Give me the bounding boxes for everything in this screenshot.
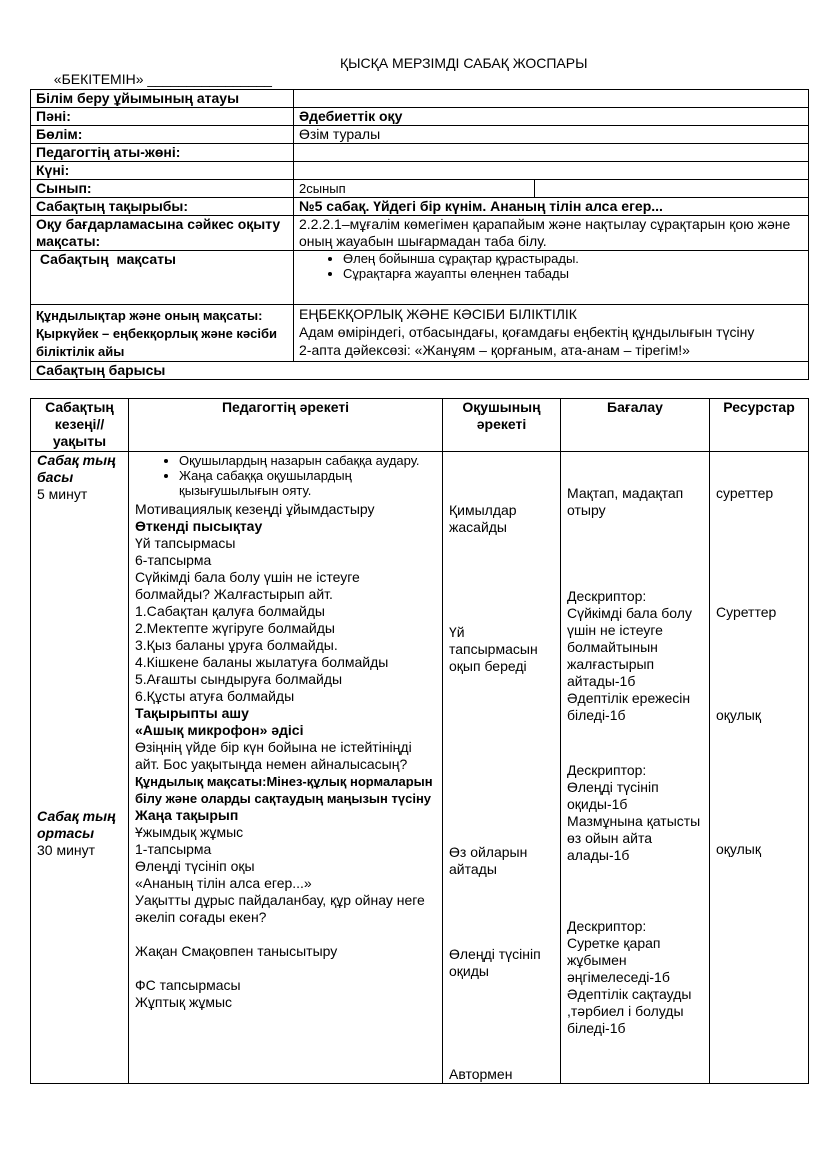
goal-value: 2.2.2.1–мұғалім көмегімен қарапайым және нақтылау сұрақтарын қою және оның жауабын шығармадан таба білу. bbox=[294, 216, 809, 251]
col-header-assessment: Бағалау bbox=[561, 399, 710, 452]
student-item: Қимылдар жасайды bbox=[449, 502, 517, 535]
date-value bbox=[294, 162, 809, 180]
resource-item: Суреттер bbox=[716, 604, 777, 620]
info-row-subject bbox=[31, 108, 809, 126]
values-label: Құндылықтар және оның мақсаты: Қыркүйек – еңбекқорлық және кәсіби біліктілік айы bbox=[31, 305, 294, 362]
lesson-header-row bbox=[31, 399, 809, 452]
stage-start-title: Сабақ тың басы bbox=[37, 452, 116, 485]
info-row-topic bbox=[31, 198, 809, 216]
teacher-line bbox=[135, 926, 436, 943]
class-extra bbox=[535, 180, 809, 198]
stage-start-time: 5 минут bbox=[37, 486, 88, 502]
col-header-student: Оқушының әрекеті bbox=[443, 399, 561, 452]
aim-item: • Өлең бойынша сұрақтар құрастырады. bbox=[343, 251, 803, 266]
info-row-date bbox=[31, 162, 809, 180]
stage-cell bbox=[31, 452, 129, 1084]
info-row-class bbox=[31, 180, 809, 198]
info-row-aim bbox=[31, 251, 809, 305]
info-row-values bbox=[31, 305, 809, 362]
org-label: Білім беру ұйымының атауы bbox=[31, 90, 294, 108]
teacher-line: 5.Ағашты сындыруға болмайды bbox=[135, 671, 343, 687]
assessment-item: Дескриптор: Өлеңді түсініп оқиды-1б Мазмұнына қатысты өз ойын айта алады-1б bbox=[567, 762, 701, 863]
subject-label: Пәні: bbox=[31, 108, 294, 126]
teacher-line: Уақытты дұрыс пайдаланбау, құр ойнау неге әкеліп соғады екен? bbox=[135, 892, 425, 925]
goal-label: Оқу бағдарламасына сәйкес оқыту мақсаты: bbox=[31, 216, 294, 251]
section-label: Бөлім: bbox=[31, 126, 294, 144]
values-line: Адам өміріндегі, отбасындағы, қоғамдағы еңбектің құндылығын түсіну bbox=[299, 324, 755, 340]
teacher-line: «Ананың тілін алса егер...» bbox=[135, 875, 312, 891]
info-row-org bbox=[31, 90, 809, 108]
teacher-line: Өлеңді түсініп оқы bbox=[135, 858, 255, 874]
aim-value bbox=[294, 251, 809, 305]
teacher-line: Жаңа тақырып bbox=[135, 807, 239, 823]
topic-label: Сабақтың тақырыбы: bbox=[31, 198, 294, 216]
teacher-line: 1-тапсырма bbox=[135, 841, 212, 857]
assessment-item: Дескриптор: Суретке қарап жұбымен әңгімелеседі-1б Әдептілік сақтауды ,тәрбиел і болуды біледі-1б bbox=[567, 918, 692, 1036]
teacher-line: 6-тапсырма bbox=[135, 552, 212, 568]
resource-item: оқулық bbox=[716, 707, 761, 723]
teacher-cell bbox=[129, 452, 443, 1084]
teacher-value bbox=[294, 144, 809, 162]
date-label: Күні: bbox=[31, 162, 294, 180]
stage-middle-time: 30 минут bbox=[37, 842, 96, 858]
teacher-line: Құндылық мақсаты:Мінез-құлық нормаларын білу және оларды сақтаудың маңызын түсіну bbox=[135, 774, 433, 806]
teacher-line: 6.Құсты атуға болмайды bbox=[135, 688, 295, 704]
info-row-section bbox=[31, 126, 809, 144]
values-value bbox=[294, 305, 809, 362]
teacher-line bbox=[135, 960, 436, 977]
teacher-line: 3.Қыз баланы ұруға болмайды. bbox=[135, 637, 338, 653]
approval-line: «БЕКІТЕМІН» ________________ bbox=[53, 71, 272, 87]
resource-item: суреттер bbox=[716, 485, 774, 501]
teacher-line: Тақырыпты ашу bbox=[135, 705, 249, 721]
student-cell bbox=[443, 452, 561, 1084]
lesson-table bbox=[30, 398, 809, 1084]
assessment-item: Мақтап, мадақтап отыру bbox=[567, 485, 684, 518]
teacher-line: Жұптық жұмыс bbox=[135, 994, 233, 1010]
resource-item: оқулық bbox=[716, 841, 761, 857]
student-item: Автормен bbox=[449, 1066, 513, 1082]
teacher-line: 4.Кішкене баланы жылатуға болмайды bbox=[135, 654, 389, 670]
info-table bbox=[30, 89, 809, 380]
student-item: Өз ойларын айтады bbox=[449, 844, 528, 877]
org-value bbox=[294, 90, 809, 108]
teacher-line: Жақан Смақовпен танысытыру bbox=[135, 943, 338, 959]
subject-value: Әдебиеттік оқу bbox=[294, 108, 809, 126]
stage-middle-title: Сабақ тың ортасы bbox=[37, 808, 116, 841]
info-row-progress bbox=[31, 362, 809, 380]
col-header-resources: Ресурстар bbox=[710, 399, 809, 452]
teacher-lines bbox=[135, 501, 436, 1011]
document-title: ҚЫСҚА МЕРЗІМДІ САБАҚ ЖОСПАРЫ bbox=[340, 55, 588, 71]
teacher-label: Педагогтің аты-жөні: bbox=[31, 144, 294, 162]
teacher-line: Ұжымдық жұмыс bbox=[135, 824, 244, 840]
topic-value: №5 сабақ. Үйдегі бір күнім. Ананың тілін алса егер... bbox=[294, 198, 809, 216]
class-value: 2сынып bbox=[294, 180, 535, 198]
teacher-line: Өткенді пысықтау bbox=[135, 518, 263, 534]
assessment-item: Дескриптор: Сүйкімді бала болу үшін не істеуге болмайтынын жалғастырып айтады-1б Әдептілік ережесін біледі-1б bbox=[567, 588, 692, 723]
col-header-teacher: Педагогтің әрекеті bbox=[129, 399, 443, 452]
values-line: 2-апта дәйексөзі: «Жанұям – қорғаным, ата-анам – тірегім!» bbox=[299, 342, 690, 358]
teacher-line: ФС тапсырмасы bbox=[135, 977, 241, 993]
info-row-goal bbox=[31, 216, 809, 251]
teacher-line: Өзіңнің үйде бір күн бойына не істейтініңді айт. Бос уақытыңда немен айналысасың? bbox=[135, 739, 412, 772]
resources-cell bbox=[710, 452, 809, 1084]
student-item: Өлеңді түсініп оқиды bbox=[449, 946, 541, 979]
teacher-line: 1.Сабақтан қалуға болмайды bbox=[135, 603, 325, 619]
aim-label: Сабақтың мақсаты bbox=[31, 251, 294, 305]
aim-item: • Сұрақтарға жауапты өлеңнен табады bbox=[343, 266, 803, 281]
teacher-bullet: • Оқушылардың назарын сабаққа аудару. bbox=[179, 453, 436, 468]
progress-label: Сабақтың барысы bbox=[31, 362, 809, 380]
info-row-teacher bbox=[31, 144, 809, 162]
teacher-bullet: • Жаңа сабаққа оқушылардың қызығушылығын ояту. bbox=[179, 468, 436, 498]
student-item: Үй тапсырмасын оқып береді bbox=[449, 624, 538, 674]
values-line: ЕҢБЕКҚОРЛЫҚ ЖӘНЕ КӘСІБИ БІЛІКТІЛІК bbox=[299, 306, 577, 322]
col-header-stage: Сабақтың кезеңі// уақыты bbox=[31, 399, 129, 452]
teacher-line: Мотивациялық кезеңді ұйымдастыру bbox=[135, 501, 375, 517]
teacher-line: Сүйкімді бала болу үшін не істеуге болмайды? Жалғастырып айт. bbox=[135, 569, 360, 602]
class-label: Сынып: bbox=[31, 180, 294, 198]
teacher-line: 2.Мектепте жүгіруге болмайды bbox=[135, 620, 335, 636]
assessment-cell bbox=[561, 452, 710, 1084]
lesson-body-row bbox=[31, 452, 809, 1084]
teacher-line: «Ашық микрофон» әдісі bbox=[135, 722, 304, 738]
teacher-line: Үй тапсырмасы bbox=[135, 535, 236, 551]
section-value: Өзім туралы bbox=[294, 126, 809, 144]
